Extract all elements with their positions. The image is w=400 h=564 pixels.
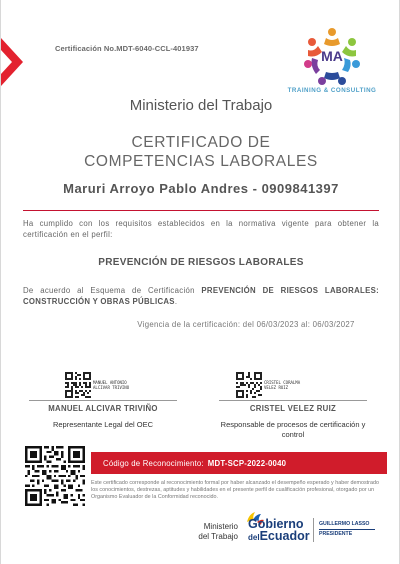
signer-role: Responsable de procesos de certificación y control [220,420,366,439]
signature-line [219,400,367,401]
profile-title: PREVENCIÓN DE RIESGOS LABORALES [98,257,304,268]
logo-mark-text: MA [321,48,343,64]
certificate-title [1,133,400,171]
footer-ministry-line1: Ministerio [203,522,238,531]
validity-text: Vigencia de la certificación: del 06/03/2023 al: 06/03/2027 [137,320,355,329]
signature-qr-icon [65,372,91,398]
scheme-text [23,286,379,307]
president-name: GUILLERMO LASSO [319,521,370,527]
gob-line1: Gobierno [248,517,304,531]
president-block [319,521,375,537]
signature-qr-icon [236,372,262,398]
logo-tagline: TRAINING & CONSULTING [287,87,377,94]
recognition-code-bar [91,452,387,474]
footer-divider [313,518,314,542]
disclaimer-text: Este certificado corresponde al reconocimiento formal por haber alcanzado el desempeño esperado y haber demostrado los conocimientos, destrezas, aptitudes y habilidades en el presente perfil de cualificación profesional, otorgado por un Organismo Evaluador de la Conformidad reconocido. [91,480,379,500]
gob-line2-wrap [248,530,310,544]
gob-del: del [248,533,260,542]
certificate-title-line1: CERTIFICADO DE [131,134,271,151]
certificate-number: Certificación No.MDT-6040-CCL-401937 [55,44,199,53]
signer-name: MANUEL ALCIVAR TRIVIÑO [48,404,158,413]
chevron-decoration [1,36,27,96]
stamp-line2: ALCIVAR TRIVINO [93,385,130,390]
signature-line [29,400,177,401]
signature-stamp-text [93,380,129,390]
president-title: PRESIDENTE [319,530,353,537]
intro-text: Ha cumplido con los requisitos establecidos en la normativa vigente para obtener la certificación en el perfil: [23,219,379,239]
people-circle-icon [302,26,362,86]
footer-ministry-line2: del Trabajo [198,532,238,541]
signer-role: Representante Legal del OEC [52,420,154,429]
certificate-title-line2: COMPETENCIAS LABORALES [84,153,318,170]
holder-name: Maruri Arroyo Pablo Andres - 0909841397 [63,181,339,196]
gob-line2: Ecuador [259,529,310,543]
divider-line [23,210,379,211]
consulting-logo [287,26,377,96]
stamp-line1: CRISTEL CORALMA [264,380,301,385]
scheme-suffix: . [174,296,178,306]
footer-ministry [186,522,238,542]
gobierno-ecuador-logo [248,518,310,544]
ministry-heading: Ministerio del Trabajo [129,97,273,114]
stamp-line2: VELEZ RUIZ [264,385,289,390]
recognition-code: MDT-SCP-2022-0040 [207,459,287,468]
scheme-name: PREVENCIÓN DE RIESGOS LABORALES: CONSTRUCCIÓN Y OBRAS PÚBLICAS [23,286,379,306]
stamp-line1: MANUEL ANTONIO [93,380,127,385]
president-underline [319,529,375,530]
verification-qr-icon [25,446,85,506]
signer-name: CRISTEL VELEZ RUIZ [249,404,337,413]
recognition-label: Código de Reconocimiento: [103,459,204,468]
scheme-prefix: De acuerdo al Esquema de Certificación [23,286,202,295]
signature-stamp-text [264,380,300,390]
